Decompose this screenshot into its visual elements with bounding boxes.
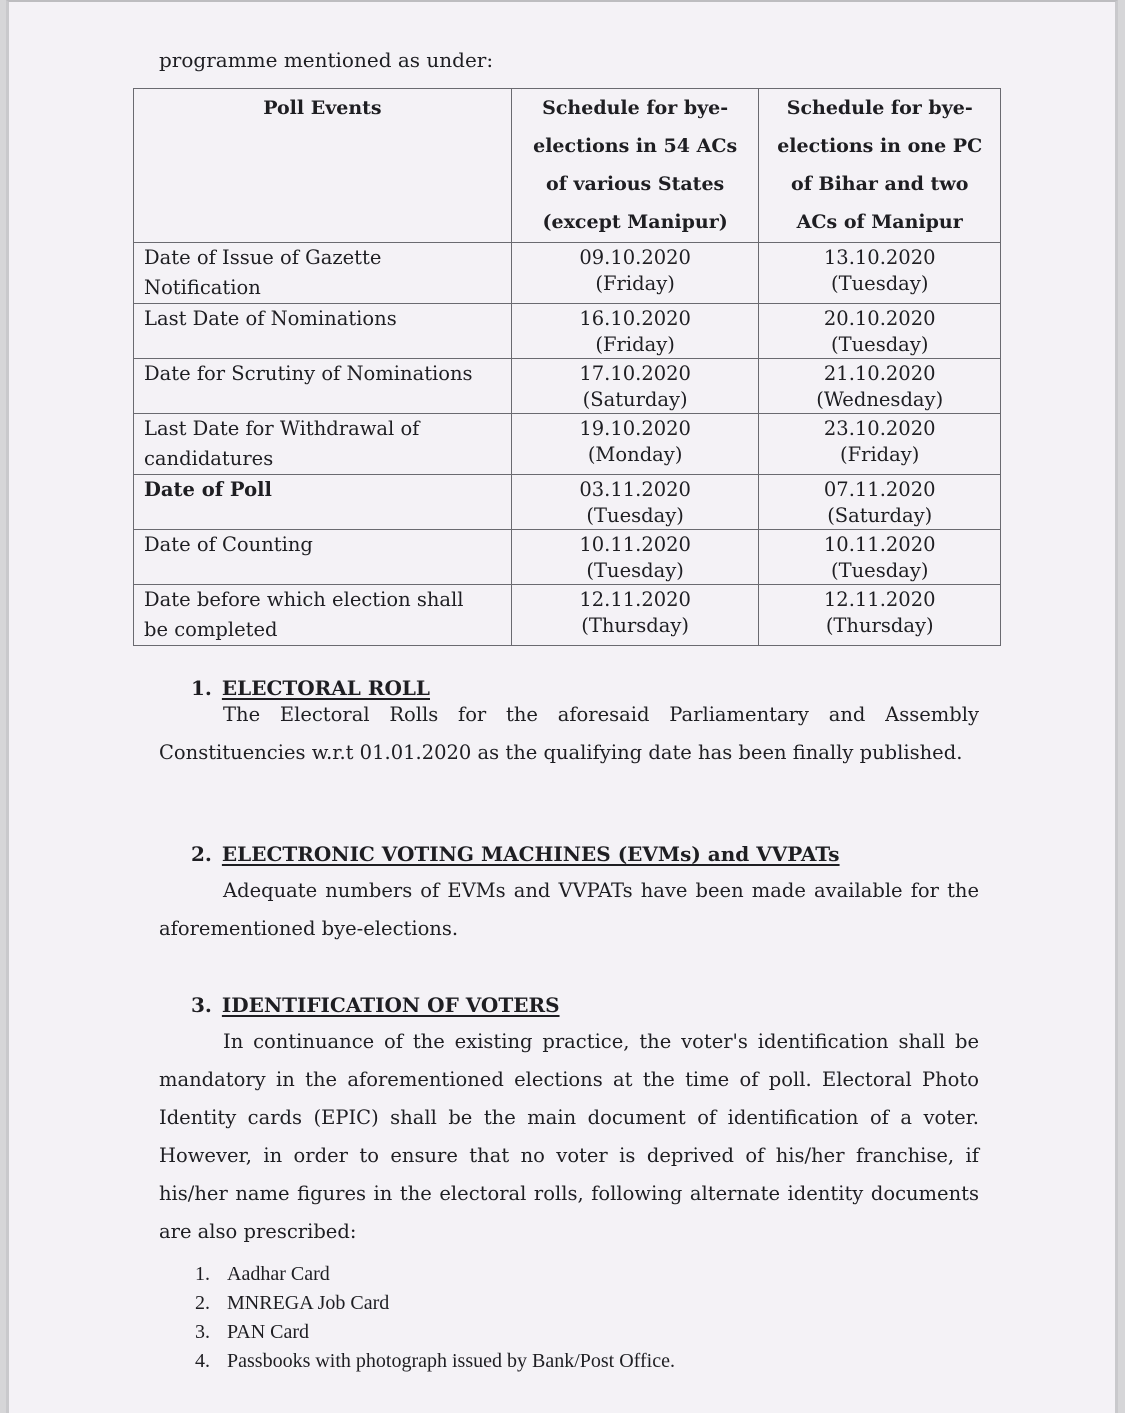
date-value: 17.10.2020 <box>579 362 691 385</box>
section-heading <box>159 842 979 866</box>
day-value: (Tuesday) <box>830 333 929 356</box>
header-line: Schedule for bye- <box>542 97 729 119</box>
event-line: Date of Poll <box>144 478 272 501</box>
schedule-table <box>133 88 1001 646</box>
list-item <box>195 1289 675 1318</box>
date-value: 16.10.2020 <box>579 307 691 330</box>
date-cell-bihar-manipur <box>759 475 1001 530</box>
day-value: (Thursday) <box>825 614 934 637</box>
date-cell-bihar-manipur <box>759 304 1001 359</box>
date-cell-bihar-manipur <box>759 414 1001 475</box>
poll-event-cell <box>134 304 512 359</box>
date-cell-54-acs <box>511 414 759 475</box>
list-label: Aadhar Card <box>227 1263 330 1285</box>
date-cell-54-acs <box>511 359 759 414</box>
list-label: PAN Card <box>227 1321 310 1343</box>
poll-event-cell <box>134 414 512 475</box>
list-number: 2. <box>195 1292 210 1314</box>
event-line: Date of Issue of Gazette <box>144 246 382 269</box>
table-row <box>134 359 1001 414</box>
event-line: Date for Scrutiny of Nominations <box>144 362 473 385</box>
day-value: (Tuesday) <box>586 559 684 582</box>
list-label: MNREGA Job Card <box>227 1292 390 1314</box>
table-header-row <box>134 89 1001 243</box>
date-cell-bihar-manipur <box>759 243 1001 304</box>
date-value: 09.10.2020 <box>579 246 691 269</box>
day-value: (Tuesday) <box>586 504 684 527</box>
list-number: 1. <box>195 1263 210 1285</box>
header-line: (except Manipur) <box>542 211 728 233</box>
section-title: ELECTRONIC VOTING MACHINES (EVMs) and VVPATs <box>221 842 840 866</box>
date-value: 12.11.2020 <box>823 588 936 611</box>
date-value: 12.11.2020 <box>579 588 691 611</box>
event-line: Notification <box>144 276 261 299</box>
event-line: candidatures <box>144 447 274 470</box>
section-heading <box>159 993 979 1017</box>
table-row <box>134 243 1001 304</box>
day-value: (Saturday) <box>582 388 688 411</box>
section-title: IDENTIFICATION OF VOTERS <box>221 993 560 1017</box>
section-evms-vvpats <box>159 842 979 948</box>
section-number: 3. <box>191 993 212 1017</box>
day-value: (Friday) <box>839 443 920 466</box>
section-number: 2. <box>191 842 212 866</box>
section-electoral-roll <box>159 676 979 772</box>
date-value: 19.10.2020 <box>579 417 691 440</box>
date-value: 21.10.2020 <box>823 362 936 385</box>
date-value: 13.10.2020 <box>823 246 936 269</box>
date-value: 10.11.2020 <box>823 533 936 556</box>
day-value: (Friday) <box>595 333 675 356</box>
section-title: ELECTORAL ROLL <box>221 676 430 700</box>
table-row <box>134 414 1001 475</box>
poll-event-cell <box>134 585 512 646</box>
list-number: 3. <box>195 1321 210 1343</box>
header-line: of various States <box>546 173 725 195</box>
date-value: 20.10.2020 <box>823 307 936 330</box>
header-line: elections in one PC <box>777 135 983 157</box>
event-line: Last Date for Withdrawal of <box>144 417 420 440</box>
event-line: be completed <box>144 618 278 641</box>
document-page <box>6 0 1118 1413</box>
date-cell-bihar-manipur <box>759 530 1001 585</box>
list-number: 4. <box>195 1350 210 1372</box>
day-value: (Monday) <box>587 443 683 466</box>
list-item <box>195 1347 675 1376</box>
list-item <box>195 1260 675 1289</box>
date-value: 03.11.2020 <box>579 478 691 501</box>
header-line: of Bihar and two <box>791 173 969 195</box>
table-row <box>134 475 1001 530</box>
poll-event-cell <box>134 359 512 414</box>
date-cell-54-acs <box>511 530 759 585</box>
header-schedule-bihar-manipur <box>759 89 1001 243</box>
event-line: Date of Counting <box>144 533 313 556</box>
date-cell-54-acs <box>511 585 759 646</box>
date-cell-54-acs <box>511 243 759 304</box>
day-value: (Tuesday) <box>830 272 929 295</box>
table-row <box>134 304 1001 359</box>
header-line: Schedule for bye- <box>786 97 973 119</box>
day-value: (Thursday) <box>581 614 690 637</box>
poll-event-cell <box>134 475 512 530</box>
section-body: In continuance of the existing practice, the voter's identification shall be mandatory in the aforementioned elections at the time of poll. Electoral Photo Identity cards (EPIC) shall be the main document of identification of a voter. However, in order to ensure that no voter is deprived of his/her franchise, if his/her name figures in the electoral rolls, following alternate identity documents are also prescribed: <box>159 1030 979 1243</box>
day-value: (Tuesday) <box>830 559 929 582</box>
header-poll-events <box>134 89 512 243</box>
id-documents-list <box>195 1260 675 1376</box>
date-cell-54-acs <box>511 475 759 530</box>
event-line: Date before which election shall <box>144 588 464 611</box>
header-line: ACs of Manipur <box>796 211 963 233</box>
section-body: Adequate numbers of EVMs and VVPATs have been made available for the aforementioned bye-elections. <box>159 879 979 940</box>
event-line: Last Date of Nominations <box>144 307 397 330</box>
table-row <box>134 530 1001 585</box>
section-identification-of-voters <box>159 993 979 1251</box>
list-item <box>195 1318 675 1347</box>
date-cell-bihar-manipur <box>759 359 1001 414</box>
header-line: Poll Events <box>263 97 382 119</box>
section-body: The Electoral Rolls for the aforesaid Parliamentary and Assembly Constituencies w.r.t 01.01.2020 as the qualifying date has been finally published. <box>159 703 979 764</box>
date-value: 07.11.2020 <box>823 478 936 501</box>
header-schedule-54-acs <box>511 89 759 243</box>
date-value: 23.10.2020 <box>823 417 936 440</box>
date-cell-54-acs <box>511 304 759 359</box>
poll-event-cell <box>134 243 512 304</box>
day-value: (Friday) <box>595 272 675 295</box>
header-line: elections in 54 ACs <box>533 135 738 157</box>
intro-text: programme mentioned as under: <box>159 48 494 72</box>
day-value: (Saturday) <box>827 504 933 527</box>
section-number: 1. <box>191 676 212 700</box>
poll-event-cell <box>134 530 512 585</box>
day-value: (Wednesday) <box>816 388 944 411</box>
date-cell-bihar-manipur <box>759 585 1001 646</box>
date-value: 10.11.2020 <box>579 533 691 556</box>
list-label: Passbooks with photograph issued by Bank/Post Office. <box>227 1350 675 1372</box>
table-row <box>134 585 1001 646</box>
